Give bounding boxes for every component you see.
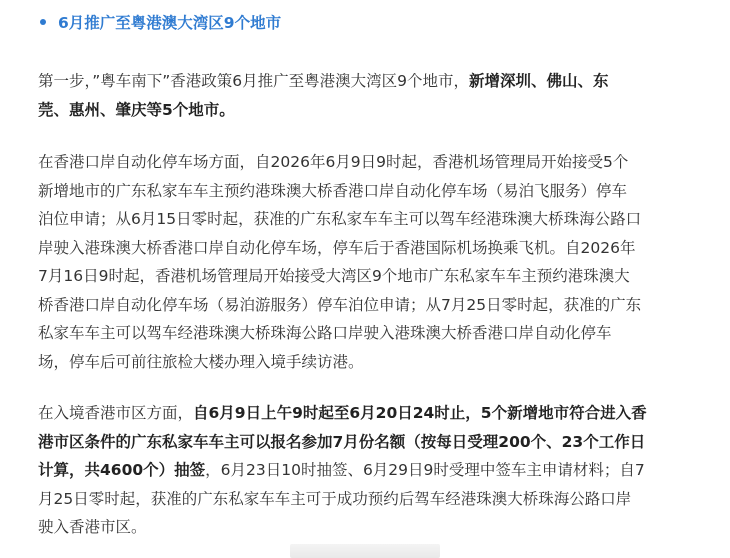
paragraph-line [38,399,706,428]
paragraph-line [38,262,706,291]
paragraph-step-one [38,67,706,124]
body-text: 场，停车后可前往旅检大楼办理入境手续访港。 [38,352,364,371]
paragraph-line [38,348,706,377]
paragraph-line [38,96,706,125]
bold-text: 港市区条件的广东私家车车主可以报名参加7月份名额（按每日受理200个、23个工作日 [38,432,646,451]
paragraph-line [38,148,706,177]
bottom-toolbar-placeholder [290,544,440,558]
bold-text: 莞、惠州、肇庆等5个地市。 [38,100,235,119]
body-text: ，6月23日10时抽签、6月29日9时受理中签车主申请材料；自7 [205,461,645,479]
section-heading-text: 6月推广至粤港澳大湾区9个地市 [58,14,282,32]
body-text: 月25日零时起，获准的广东私家车车主可于成功预约后驾车经港珠澳大桥珠海公路口岸 [38,489,632,508]
bold-text: 自6月9日上午9时起至6月20日24时止，5个新增地市符合进入香 [193,404,647,422]
body-text: 泊位申请；从6月15日零时起，获准的广东私家车车主可以驾车经港珠澳大桥珠海公路口 [38,210,642,228]
body-text: 7月16日9时起，香港机场管理局开始接受大湾区9个地市广东私家车车主预约港珠澳大 [38,267,630,285]
paragraph-line [38,485,706,514]
paragraph-line [38,291,706,320]
paragraph-line [38,428,706,457]
paragraph-line [38,513,706,542]
paragraph-line [38,177,706,206]
body-text: 桥香港口岸自动化停车场（易泊游服务）停车泊位申请；从7月25日零时起，获准的广东 [38,295,642,314]
paragraph-line [38,234,706,263]
body-text: 私家车车主可以驾车经港珠澳大桥珠海公路口岸驶入港珠澳大桥香港口岸自动化停车 [38,324,612,342]
paragraph-airport-parking [38,148,706,376]
body-text: 在入境香港市区方面， [38,404,194,422]
body-text: 驶入香港市区。 [38,518,147,536]
body-text: 第一步，”粤车南下”香港政策6月推广至粤港澳大湾区9个地市， [38,72,470,90]
paragraph-line [38,67,706,96]
body-text: 在香港口岸自动化停车场方面，自2026年6月9日9时起，香港机场管理局开始接受5个 [38,153,629,171]
bold-text: 计算，共4600个）抽签 [38,461,206,479]
body-text: 新增地市的广东私家车车主预约港珠澳大桥香港口岸自动化停车场（易泊飞服务）停车 [38,181,628,200]
paragraph-line [38,205,706,234]
body-text: 岸驶入港珠澳大桥香港口岸自动化停车场，停车后于香港国际机场换乘飞机。自2026年 [38,238,636,257]
paragraph-line [38,319,706,348]
paragraph-city-entry [38,399,706,542]
bold-text: 新增深圳、佛山、东 [469,72,609,90]
section-heading [40,9,281,35]
bullet-dot-icon [40,19,46,25]
paragraph-line [38,456,706,485]
